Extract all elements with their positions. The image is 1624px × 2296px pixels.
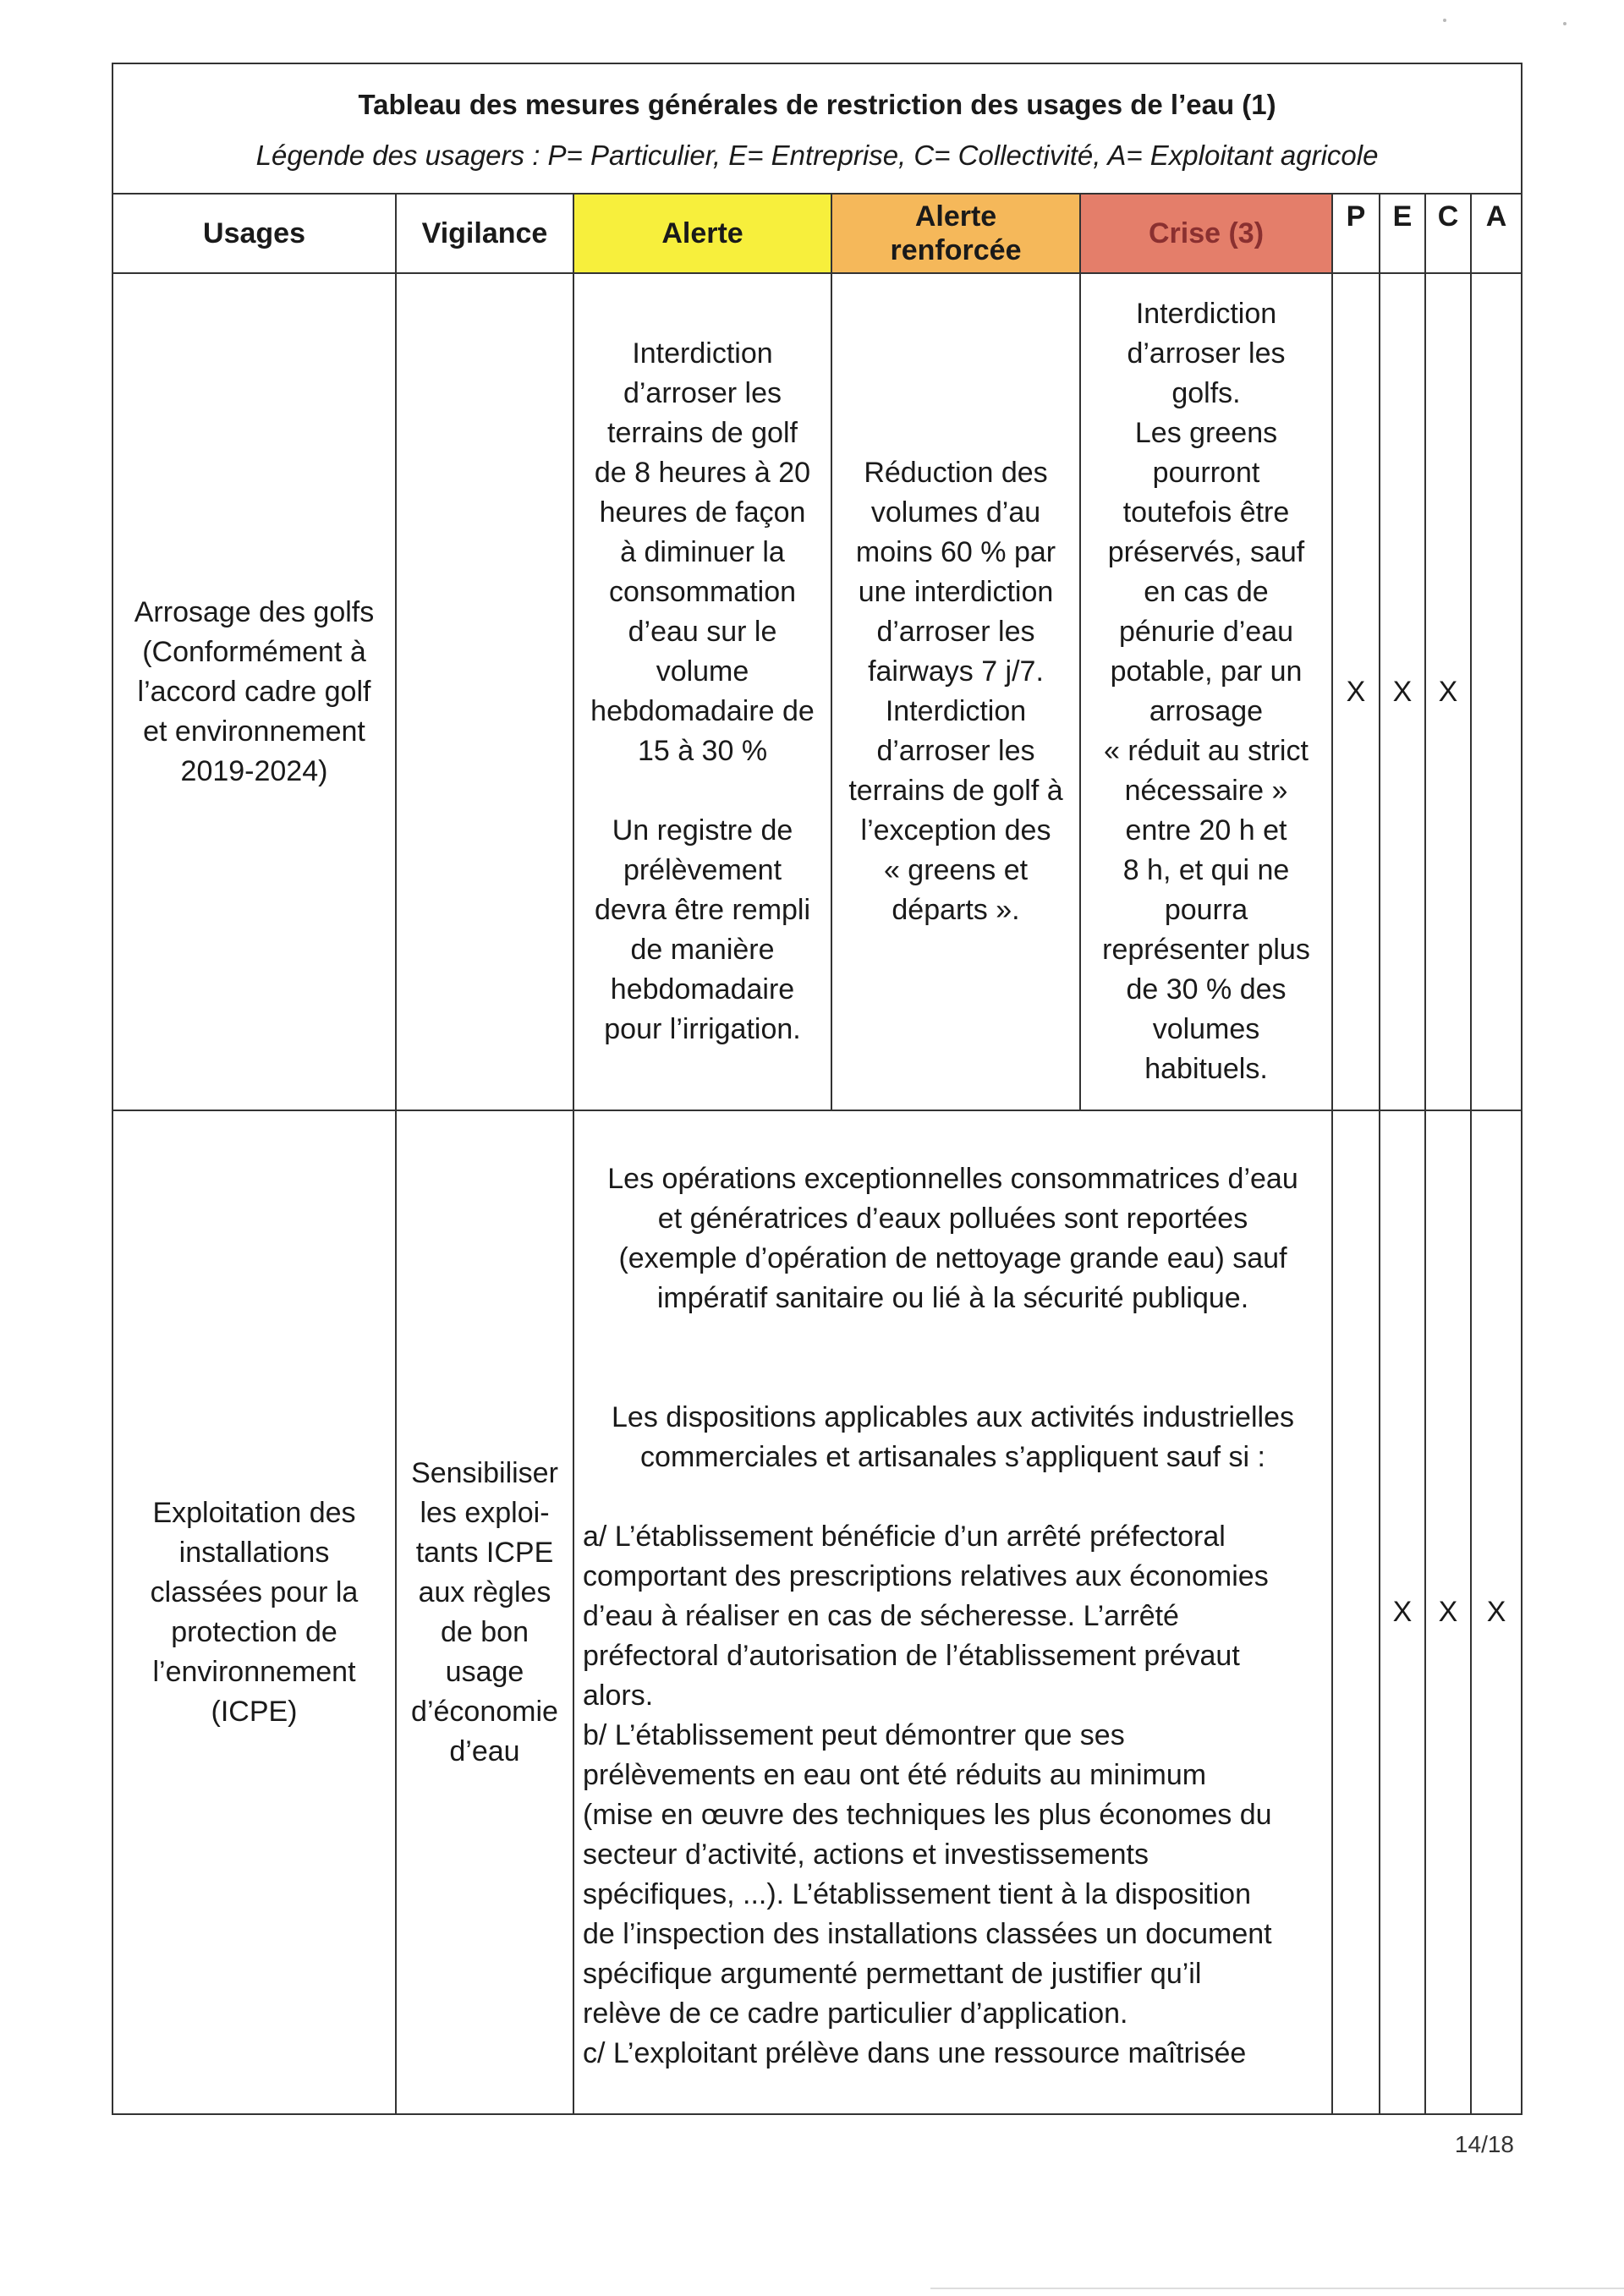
header-p: P bbox=[1332, 194, 1380, 273]
usage-golf: Arrosage des golfs (Conformément à l’accord cadre golf et environnement 2019-2024) bbox=[112, 273, 396, 1110]
table-title-cell bbox=[112, 63, 1522, 194]
vigilance-icpe: Sensibiliser les exploi- tants ICPE aux règles de bon usage d’économie d’eau bbox=[396, 1110, 573, 2114]
restriction-table bbox=[112, 63, 1522, 2115]
scan-speck bbox=[1563, 22, 1566, 25]
usage-icpe: Exploitation des installations classées pour la protection de l’environnement (ICPE) bbox=[112, 1110, 396, 2114]
header-a: A bbox=[1471, 194, 1522, 273]
scan-speck bbox=[1443, 19, 1446, 22]
icpe-conditions-intro: Les dispositions applicables aux activités industrielles commerciales et artisanales s’appliquent sauf si : bbox=[612, 1401, 1294, 1473]
header-c: C bbox=[1425, 194, 1471, 273]
c-mark-icpe: X bbox=[1425, 1110, 1471, 2114]
p-mark-icpe bbox=[1332, 1110, 1380, 2114]
scan-edge bbox=[930, 2288, 1624, 2289]
table-row bbox=[112, 1110, 1522, 2114]
header-vigilance: Vigilance bbox=[396, 194, 573, 273]
a-mark-golf bbox=[1471, 273, 1522, 1110]
table-row bbox=[112, 273, 1522, 1110]
merged-measures-icpe bbox=[573, 1110, 1332, 2114]
e-mark-golf: X bbox=[1380, 273, 1425, 1110]
alerte-renforcee-golf: Réduction des volumes d’au moins 60 % par une interdiction d’arroser les fairways 7 j/7. Interdiction d’arroser les terrains de golf à l’exception des « greens et départs ». bbox=[831, 273, 1080, 1110]
icpe-exceptional-operations: Les opérations exceptionnelles consommatrices d’eau et génératrices d’eaux polluées sont reportées (exemple d’opération de nettoyage grande eau) sauf impératif sanitaire ou lié à la sécurité publique. bbox=[607, 1163, 1298, 1314]
header-alerte-renforcee: Alerte renforcée bbox=[831, 194, 1080, 273]
users-legend: Légende des usagers : P= Particulier, E= Entreprise, C= Collectivité, A= Exploitant agricole bbox=[255, 140, 1379, 171]
crise-golf: Interdiction d’arroser les golfs. Les greens pourront toutefois être préservés, sauf en cas de pénurie d’eau potable, par un arrosage « réduit au strict nécessaire » entre 20 h et 8 h, et qui ne pourra représenter plus de 30 % des volumes habituels. bbox=[1080, 273, 1332, 1110]
vigilance-golf bbox=[396, 273, 573, 1110]
p-mark-golf: X bbox=[1332, 273, 1380, 1110]
header-e: E bbox=[1380, 194, 1425, 273]
header-row bbox=[112, 194, 1522, 273]
icpe-conditions-list: a/ L’établissement bénéficie d’un arrêté préfectoral comportant des prescriptions relatives aux économies d’eau à réaliser en cas de sécheresse. L’arrêté préfectoral d’autorisation de l’établissement prévaut alors. b/ L’établissement peut démontrer que ses prélèvements en eau ont été réduits au minimum (mise en œuvre des techniques les plus économes du secteur d’activité, actions et investissements spécifiques, ...). L’établissement tient à la disposition de l’inspection des installations classées un document spécifique argumenté permettant de justifier qu’il relève de ce cadre particulier d’application. c/ L’exploitant prélève dans une ressource maîtrisée bbox=[583, 1521, 1272, 2069]
page-number: 14/18 bbox=[1454, 2131, 1514, 2157]
alerte-golf: Interdiction d’arroser les terrains de golf de 8 heures à 20 heures de façon à diminuer la consommation d’eau sur le volume hebdomadaire de 15 à 30 % Un registre de prélèvement devra être rempli de manière hebdomadaire pour l’irrigation. bbox=[573, 273, 831, 1110]
e-mark-icpe: X bbox=[1380, 1110, 1425, 2114]
c-mark-golf: X bbox=[1425, 273, 1471, 1110]
a-mark-icpe: X bbox=[1471, 1110, 1522, 2114]
header-crise: Crise (3) bbox=[1080, 194, 1332, 273]
header-usages: Usages bbox=[112, 194, 396, 273]
table-title: Tableau des mesures générales de restriction des usages de l’eau (1) bbox=[358, 89, 1276, 120]
header-alerte: Alerte bbox=[573, 194, 831, 273]
